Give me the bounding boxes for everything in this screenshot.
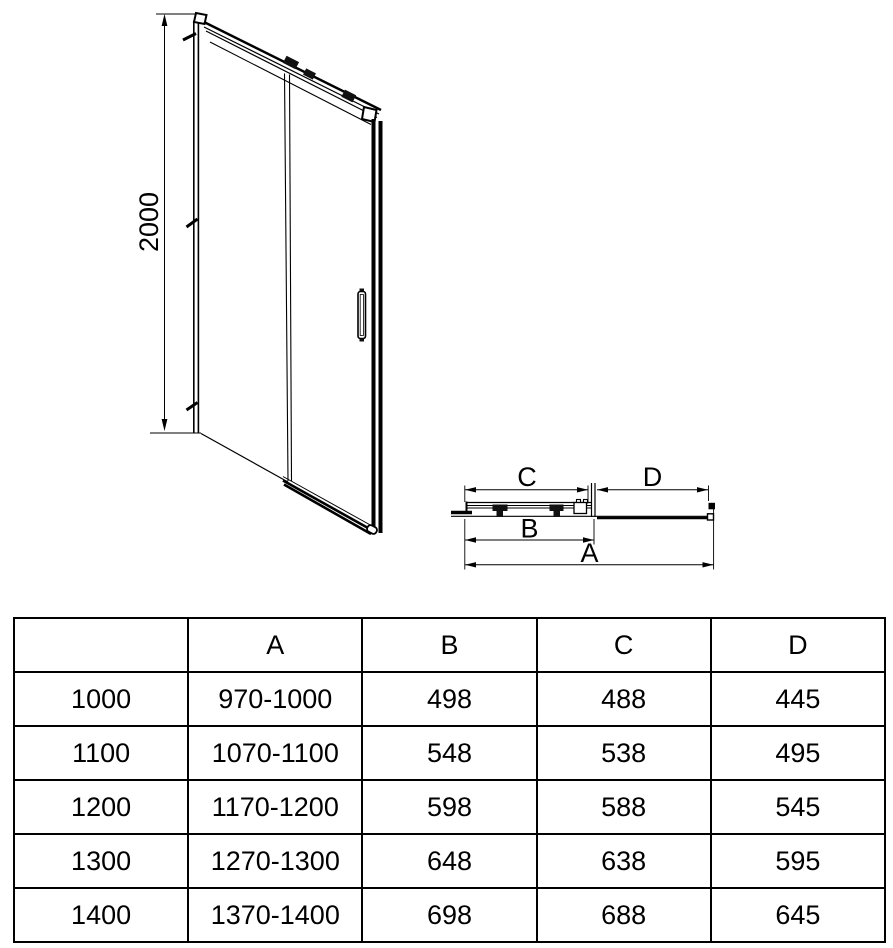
cell-c: 538 bbox=[537, 726, 711, 780]
end-profile-icon bbox=[709, 503, 716, 510]
arrow-right-icon bbox=[703, 562, 714, 567]
arrow-up-icon bbox=[162, 14, 168, 26]
arrow-left-icon bbox=[597, 487, 608, 492]
table-header-row bbox=[14, 618, 885, 672]
cell-d: 595 bbox=[711, 834, 885, 888]
dimension-d bbox=[597, 462, 709, 501]
height-dimension-label: 2000 bbox=[134, 191, 164, 253]
arrow-right-icon bbox=[577, 487, 588, 492]
cell-size: 1400 bbox=[14, 888, 188, 942]
table-row bbox=[14, 834, 885, 888]
cell-c: 488 bbox=[537, 672, 711, 726]
cell-size: 1300 bbox=[14, 834, 188, 888]
center-stile bbox=[285, 74, 292, 482]
guide-bracket-icon bbox=[574, 503, 587, 514]
cell-d: 645 bbox=[711, 888, 885, 942]
cell-d: 445 bbox=[711, 672, 885, 726]
cell-c: 588 bbox=[537, 780, 711, 834]
front-view bbox=[134, 13, 381, 535]
cell-d: 495 bbox=[711, 726, 885, 780]
cell-a: 1170-1200 bbox=[188, 780, 362, 834]
door-handle bbox=[358, 289, 366, 342]
dimension-c bbox=[465, 462, 588, 502]
cell-b: 498 bbox=[362, 672, 536, 726]
arrow-left-icon bbox=[465, 537, 476, 542]
cell-c: 688 bbox=[537, 888, 711, 942]
roller-carriage-icon bbox=[493, 505, 508, 512]
cell-d: 545 bbox=[711, 780, 885, 834]
cell-size: 1000 bbox=[14, 672, 188, 726]
dim-d-label: D bbox=[642, 462, 663, 492]
arrow-right-icon bbox=[697, 487, 708, 492]
arrow-down-icon bbox=[162, 419, 168, 431]
cell-b: 548 bbox=[362, 726, 536, 780]
dim-a-label: A bbox=[580, 538, 599, 568]
header-c: C bbox=[537, 618, 711, 672]
table-row bbox=[14, 888, 885, 942]
arrow-left-icon bbox=[465, 487, 476, 492]
cell-a: 1270-1300 bbox=[188, 834, 362, 888]
handle-bar-icon bbox=[358, 292, 366, 339]
wall-bracket-icon bbox=[187, 403, 198, 411]
header-b: B bbox=[362, 618, 536, 672]
table-row bbox=[14, 726, 885, 780]
right-frame bbox=[374, 119, 381, 533]
wall-bracket-icon bbox=[187, 219, 198, 227]
cell-b: 698 bbox=[362, 888, 536, 942]
bottom-rail bbox=[201, 434, 378, 535]
header-size bbox=[14, 618, 188, 672]
cell-a: 970-1000 bbox=[188, 672, 362, 726]
top-rail bbox=[204, 22, 381, 125]
size-spec-table bbox=[13, 617, 886, 943]
dim-b-label: B bbox=[520, 513, 539, 544]
dimension-b bbox=[465, 514, 594, 545]
cell-a: 1070-1100 bbox=[188, 726, 362, 780]
cell-b: 598 bbox=[362, 780, 536, 834]
cell-b: 648 bbox=[362, 834, 536, 888]
plan-panels bbox=[451, 483, 715, 520]
header-d: D bbox=[711, 618, 885, 672]
cell-c: 638 bbox=[537, 834, 711, 888]
arrow-left-icon bbox=[465, 562, 476, 567]
wall-profile bbox=[183, 13, 207, 433]
roller-carriage-icon bbox=[550, 505, 564, 512]
cell-size: 1100 bbox=[14, 726, 188, 780]
top-view bbox=[451, 462, 715, 570]
cell-size: 1200 bbox=[14, 780, 188, 834]
table-row bbox=[14, 672, 885, 726]
cell-a: 1370-1400 bbox=[188, 888, 362, 942]
dim-c-label: C bbox=[517, 462, 537, 492]
table-row bbox=[14, 780, 885, 834]
header-a: A bbox=[188, 618, 362, 672]
